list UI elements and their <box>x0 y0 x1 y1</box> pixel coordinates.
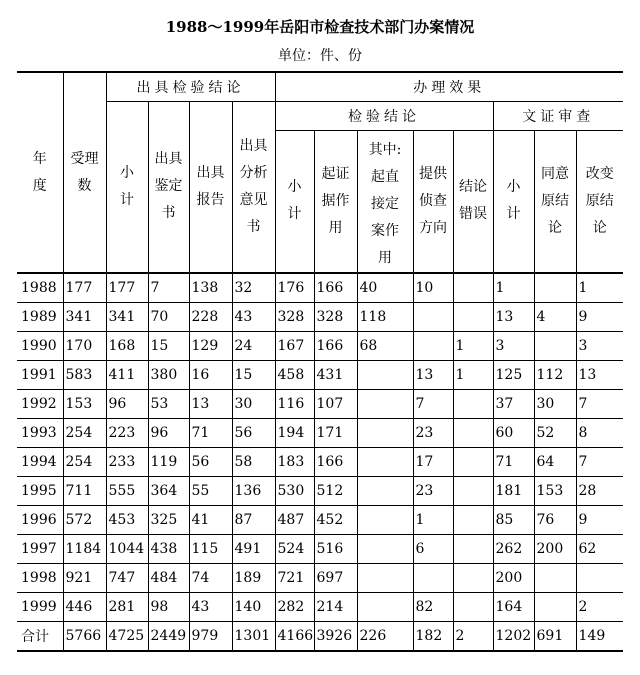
table-cell: 491 <box>232 535 275 564</box>
table-cell <box>357 593 413 622</box>
table-cell <box>453 390 493 419</box>
table-cell: 13 <box>493 303 534 332</box>
table-cell: 181 <box>493 477 534 506</box>
table-cell: 24 <box>232 332 275 361</box>
table-total-row <box>17 622 623 652</box>
header-insp-error: 结论 错误 <box>453 130 493 273</box>
table-cell: 56 <box>232 419 275 448</box>
table-cell <box>534 332 576 361</box>
table-cell: 200 <box>493 564 534 593</box>
table-row <box>17 477 623 506</box>
table-cell: 37 <box>493 390 534 419</box>
table-cell: 711 <box>63 477 106 506</box>
table-cell: 56 <box>189 448 232 477</box>
header-issue-subtotal: 小 计 <box>106 101 148 273</box>
table-cell: 1 <box>493 273 534 303</box>
table-cell: 153 <box>534 477 576 506</box>
table-cell: 328 <box>314 303 357 332</box>
table-cell: 64 <box>534 448 576 477</box>
table-cell: 438 <box>148 535 189 564</box>
table-cell: 96 <box>148 419 189 448</box>
table-cell <box>357 361 413 390</box>
header-insp-direction: 提供 侦查 方向 <box>413 130 453 273</box>
table-cell: 921 <box>63 564 106 593</box>
table-cell: 40 <box>357 273 413 303</box>
table-cell: 189 <box>232 564 275 593</box>
table-cell: 13 <box>189 390 232 419</box>
table-cell: 68 <box>357 332 413 361</box>
table-cell: 5766 <box>63 622 106 652</box>
table-cell: 43 <box>189 593 232 622</box>
table-cell: 2449 <box>148 622 189 652</box>
header-group-review: 文证审查 <box>493 101 623 130</box>
table-cell: 555 <box>106 477 148 506</box>
header-issue-report: 出具 报告 <box>189 101 232 273</box>
table-row <box>17 332 623 361</box>
table-cell <box>357 535 413 564</box>
table-cell: 328 <box>275 303 314 332</box>
table-cell: 8 <box>576 419 623 448</box>
table-cell: 4725 <box>106 622 148 652</box>
table-cell: 228 <box>189 303 232 332</box>
table-row <box>17 564 623 593</box>
header-insp-direct: 其中: 起直 接定 案作 用 <box>357 130 413 273</box>
table-row <box>17 593 623 622</box>
table-cell-year: 1993 <box>17 419 63 448</box>
table-cell <box>453 564 493 593</box>
table-cell-year: 1991 <box>17 361 63 390</box>
table-cell-year: 1989 <box>17 303 63 332</box>
table-cell: 129 <box>189 332 232 361</box>
table-cell: 721 <box>275 564 314 593</box>
header-group-inspection: 检验结论 <box>275 101 493 130</box>
header-insp-subtotal: 小 计 <box>275 130 314 273</box>
header-issue-appraisal: 出具 鉴定 书 <box>148 101 189 273</box>
table-cell: 3 <box>493 332 534 361</box>
table-cell <box>357 390 413 419</box>
table-row <box>17 506 623 535</box>
table-cell: 254 <box>63 448 106 477</box>
unit-note: 单位：件、份 <box>278 48 362 64</box>
table-cell: 747 <box>106 564 148 593</box>
table-cell <box>453 273 493 303</box>
table-cell-year: 1999 <box>17 593 63 622</box>
table-cell: 183 <box>275 448 314 477</box>
table-cell: 364 <box>148 477 189 506</box>
table-cell: 1184 <box>63 535 106 564</box>
table-cell: 53 <box>148 390 189 419</box>
table-cell: 166 <box>314 273 357 303</box>
table-cell-year: 1997 <box>17 535 63 564</box>
table-cell: 15 <box>148 332 189 361</box>
table-cell: 107 <box>314 390 357 419</box>
table-cell: 118 <box>357 303 413 332</box>
table-cell <box>453 303 493 332</box>
table-cell: 262 <box>493 535 534 564</box>
header-rev-subtotal: 小 计 <box>493 130 534 273</box>
table-cell: 87 <box>232 506 275 535</box>
table-cell: 171 <box>314 419 357 448</box>
table-cell <box>453 419 493 448</box>
table-cell: 98 <box>148 593 189 622</box>
table-cell: 177 <box>63 273 106 303</box>
table-cell: 1 <box>413 506 453 535</box>
table-cell-year: 1988 <box>17 273 63 303</box>
table-cell-year: 1995 <box>17 477 63 506</box>
table-cell: 82 <box>413 593 453 622</box>
table-row <box>17 535 623 564</box>
table-cell: 7 <box>413 390 453 419</box>
table-cell: 15 <box>232 361 275 390</box>
table-cell: 282 <box>275 593 314 622</box>
table-cell: 380 <box>148 361 189 390</box>
table-cell: 71 <box>189 419 232 448</box>
table-cell: 119 <box>148 448 189 477</box>
table-cell: 149 <box>576 622 623 652</box>
table-cell: 60 <box>493 419 534 448</box>
table-cell-year: 1994 <box>17 448 63 477</box>
table-cell: 71 <box>493 448 534 477</box>
table-row <box>17 273 623 303</box>
table-cell: 13 <box>413 361 453 390</box>
table-cell: 138 <box>189 273 232 303</box>
table-cell: 516 <box>314 535 357 564</box>
table-cell: 112 <box>534 361 576 390</box>
table-cell: 2 <box>453 622 493 652</box>
table-cell: 325 <box>148 506 189 535</box>
table-cell: 167 <box>275 332 314 361</box>
table-cell <box>357 419 413 448</box>
table-cell: 2 <box>576 593 623 622</box>
table-cell-year: 1998 <box>17 564 63 593</box>
table-cell: 17 <box>413 448 453 477</box>
table-cell-year: 1996 <box>17 506 63 535</box>
table-cell: 341 <box>106 303 148 332</box>
table-cell: 3 <box>576 332 623 361</box>
table-cell <box>357 477 413 506</box>
table-cell: 524 <box>275 535 314 564</box>
table-cell <box>534 593 576 622</box>
table-cell: 85 <box>493 506 534 535</box>
table-cell: 43 <box>232 303 275 332</box>
table-cell: 512 <box>314 477 357 506</box>
table-cell: 182 <box>413 622 453 652</box>
table-cell <box>576 564 623 593</box>
table-cell: 484 <box>148 564 189 593</box>
table-cell: 1044 <box>106 535 148 564</box>
table-cell: 223 <box>106 419 148 448</box>
table-cell: 96 <box>106 390 148 419</box>
table-cell <box>357 448 413 477</box>
table-cell-year: 合计 <box>17 622 63 652</box>
table-cell: 979 <box>189 622 232 652</box>
table-cell-year: 1990 <box>17 332 63 361</box>
table-cell-year: 1992 <box>17 390 63 419</box>
table-cell: 177 <box>106 273 148 303</box>
table-cell: 70 <box>148 303 189 332</box>
table-cell: 166 <box>314 448 357 477</box>
header-rev-agree: 同意 原结 论 <box>534 130 576 273</box>
table-cell <box>453 506 493 535</box>
table-cell <box>534 564 576 593</box>
table-cell: 200 <box>534 535 576 564</box>
table-cell: 76 <box>534 506 576 535</box>
table-cell: 9 <box>576 303 623 332</box>
header-issue-opinion: 出具 分析 意见 书 <box>232 101 275 273</box>
table-cell: 341 <box>63 303 106 332</box>
table-cell <box>534 273 576 303</box>
table-cell: 13 <box>576 361 623 390</box>
table-cell <box>357 506 413 535</box>
table-cell: 168 <box>106 332 148 361</box>
table-cell <box>413 564 453 593</box>
table-cell: 697 <box>314 564 357 593</box>
table-cell: 62 <box>576 535 623 564</box>
table-cell: 530 <box>275 477 314 506</box>
table-cell: 52 <box>534 419 576 448</box>
table-cell: 4166 <box>275 622 314 652</box>
table-cell: 254 <box>63 419 106 448</box>
table-cell: 55 <box>189 477 232 506</box>
table-cell: 431 <box>314 361 357 390</box>
table-cell: 583 <box>63 361 106 390</box>
table-cell: 41 <box>189 506 232 535</box>
table-cell <box>453 535 493 564</box>
table-cell: 10 <box>413 273 453 303</box>
table-row <box>17 448 623 477</box>
table-cell: 136 <box>232 477 275 506</box>
table-cell: 691 <box>534 622 576 652</box>
header-group-handling: 办理效果 <box>275 72 623 101</box>
case-statistics-table <box>17 71 623 652</box>
table-cell: 4 <box>534 303 576 332</box>
table-cell: 28 <box>576 477 623 506</box>
table-title: 1988～1999年岳阳市检查技术部门办案情况 <box>165 18 475 36</box>
table-cell: 30 <box>232 390 275 419</box>
table-cell: 116 <box>275 390 314 419</box>
table-cell <box>413 332 453 361</box>
table-row <box>17 419 623 448</box>
table-cell <box>357 564 413 593</box>
table-cell: 23 <box>413 419 453 448</box>
table-cell: 58 <box>232 448 275 477</box>
table-cell: 453 <box>106 506 148 535</box>
header-rev-change: 改变 原结 论 <box>576 130 623 273</box>
table-cell: 1301 <box>232 622 275 652</box>
table-cell: 452 <box>314 506 357 535</box>
table-cell: 446 <box>63 593 106 622</box>
table-cell: 32 <box>232 273 275 303</box>
header-group-issue: 出具检验结论 <box>106 72 275 101</box>
table-cell: 7 <box>148 273 189 303</box>
table-cell: 7 <box>576 448 623 477</box>
table-cell: 166 <box>314 332 357 361</box>
table-cell: 281 <box>106 593 148 622</box>
table-cell: 487 <box>275 506 314 535</box>
table-cell: 226 <box>357 622 413 652</box>
table-cell: 194 <box>275 419 314 448</box>
table-cell: 1202 <box>493 622 534 652</box>
table-cell: 9 <box>576 506 623 535</box>
table-cell <box>413 303 453 332</box>
table-cell <box>453 448 493 477</box>
table-cell: 7 <box>576 390 623 419</box>
table-cell: 23 <box>413 477 453 506</box>
table-cell: 411 <box>106 361 148 390</box>
table-cell: 3926 <box>314 622 357 652</box>
table-cell: 176 <box>275 273 314 303</box>
table-cell <box>453 477 493 506</box>
table-cell: 74 <box>189 564 232 593</box>
table-body <box>17 273 623 651</box>
table-cell: 140 <box>232 593 275 622</box>
table-cell: 170 <box>63 332 106 361</box>
table-cell: 214 <box>314 593 357 622</box>
table-cell: 125 <box>493 361 534 390</box>
table-cell: 6 <box>413 535 453 564</box>
table-cell: 1 <box>453 361 493 390</box>
table-row <box>17 361 623 390</box>
header-accepted: 受理 数 <box>63 72 106 273</box>
table-cell: 572 <box>63 506 106 535</box>
header-insp-evidence: 起证 据作 用 <box>314 130 357 273</box>
table-cell: 164 <box>493 593 534 622</box>
header-year: 年 度 <box>17 72 63 273</box>
table-cell: 115 <box>189 535 232 564</box>
table-cell: 16 <box>189 361 232 390</box>
table-cell: 458 <box>275 361 314 390</box>
table-row <box>17 303 623 332</box>
table-cell: 233 <box>106 448 148 477</box>
table-cell: 153 <box>63 390 106 419</box>
table-row <box>17 390 623 419</box>
table-cell: 1 <box>576 273 623 303</box>
table-cell: 1 <box>453 332 493 361</box>
table-cell: 30 <box>534 390 576 419</box>
table-cell <box>453 593 493 622</box>
